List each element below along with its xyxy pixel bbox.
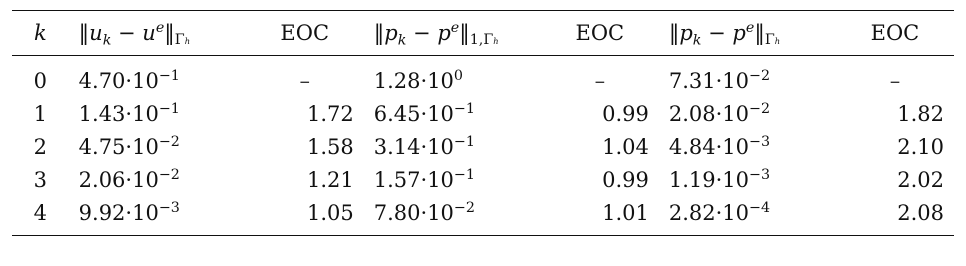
cell-u-error: $4.75\cdot 10^{-2}$: [78, 133, 180, 159]
cell-eoc-u: 1.05: [306, 200, 354, 225]
header-u-error: $‖u_k$ − $u^e‖_{\Gamma h}$: [78, 20, 191, 49]
header-row: [12, 11, 954, 56]
cell-p-l2-error: $7.31\cdot 10^{-2}$: [668, 67, 771, 93]
cell-eoc-p-l2: 1.82: [897, 101, 944, 126]
cell-p-l2-error: $1.19\cdot 10^{-3}$: [668, 166, 771, 192]
table-row: [12, 56, 954, 98]
header-eoc-u: EOC: [280, 21, 330, 45]
cell-p-l2-error: $2.82\cdot 10^{-4}$: [668, 199, 771, 225]
cell-p-h1-error: $1.28\cdot 10^0$: [373, 67, 463, 93]
table-row: [12, 97, 954, 130]
cell-eoc-p-h1: 0.99: [602, 167, 649, 192]
cell-eoc-u: –: [299, 68, 310, 93]
cell-u-error: $2.06\cdot 10^{-2}$: [78, 166, 180, 192]
table-row: [12, 163, 954, 196]
cell-k: 1: [33, 101, 48, 126]
cell-p-h1-error: $6.45\cdot 10^{-1}$: [373, 100, 475, 126]
cell-eoc-u: 1.58: [306, 134, 354, 159]
cell-eoc-p-h1: 1.04: [602, 134, 649, 159]
cell-u-error: $1.43\cdot 10^{-1}$: [78, 100, 180, 126]
cell-k: 0: [33, 68, 48, 93]
cell-u-error: $9.92\cdot 10^{-3}$: [78, 199, 180, 225]
cell-eoc-p-l2: 2.08: [897, 200, 944, 225]
table-row: [12, 130, 954, 163]
header-k: k: [33, 21, 47, 45]
table-body: [12, 56, 954, 236]
cell-eoc-u: 1.21: [306, 167, 354, 192]
cell-u-error: $4.70\cdot 10^{-1}$: [78, 67, 180, 93]
results-table-container: [12, 10, 954, 236]
header-p-l2-error: $‖p_k$ − $p^e‖_{\Gamma h}$: [668, 20, 781, 49]
cell-eoc-p-l2: 2.02: [897, 167, 944, 192]
cell-k: 2: [33, 134, 48, 159]
cell-p-l2-error: $2.08\cdot 10^{-2}$: [668, 100, 771, 126]
cell-p-h1-error: $3.14\cdot 10^{-1}$: [373, 133, 475, 159]
cell-eoc-p-h1: –: [594, 68, 606, 93]
convergence-table: [12, 10, 954, 236]
cell-k: 4: [33, 200, 48, 225]
cell-eoc-p-h1: 1.01: [602, 200, 649, 225]
cell-p-h1-error: $7.80\cdot 10^{-2}$: [373, 199, 475, 225]
cell-eoc-p-h1: 0.99: [602, 101, 649, 126]
cell-k: 3: [33, 167, 48, 192]
header-eoc-p-h1: EOC: [575, 21, 625, 45]
header-eoc-p-l2: EOC: [870, 21, 920, 45]
header-p-h1-error: $‖p_k$ − $p^e‖_{1,\Gamma h}$: [373, 20, 499, 49]
cell-eoc-u: 1.72: [306, 101, 354, 126]
cell-eoc-p-l2: –: [889, 68, 901, 93]
cell-eoc-p-l2: 2.10: [897, 134, 944, 159]
table-row: [12, 196, 954, 236]
cell-p-l2-error: $4.84\cdot 10^{-3}$: [668, 133, 771, 159]
cell-p-h1-error: $1.57\cdot 10^{-1}$: [373, 166, 475, 192]
